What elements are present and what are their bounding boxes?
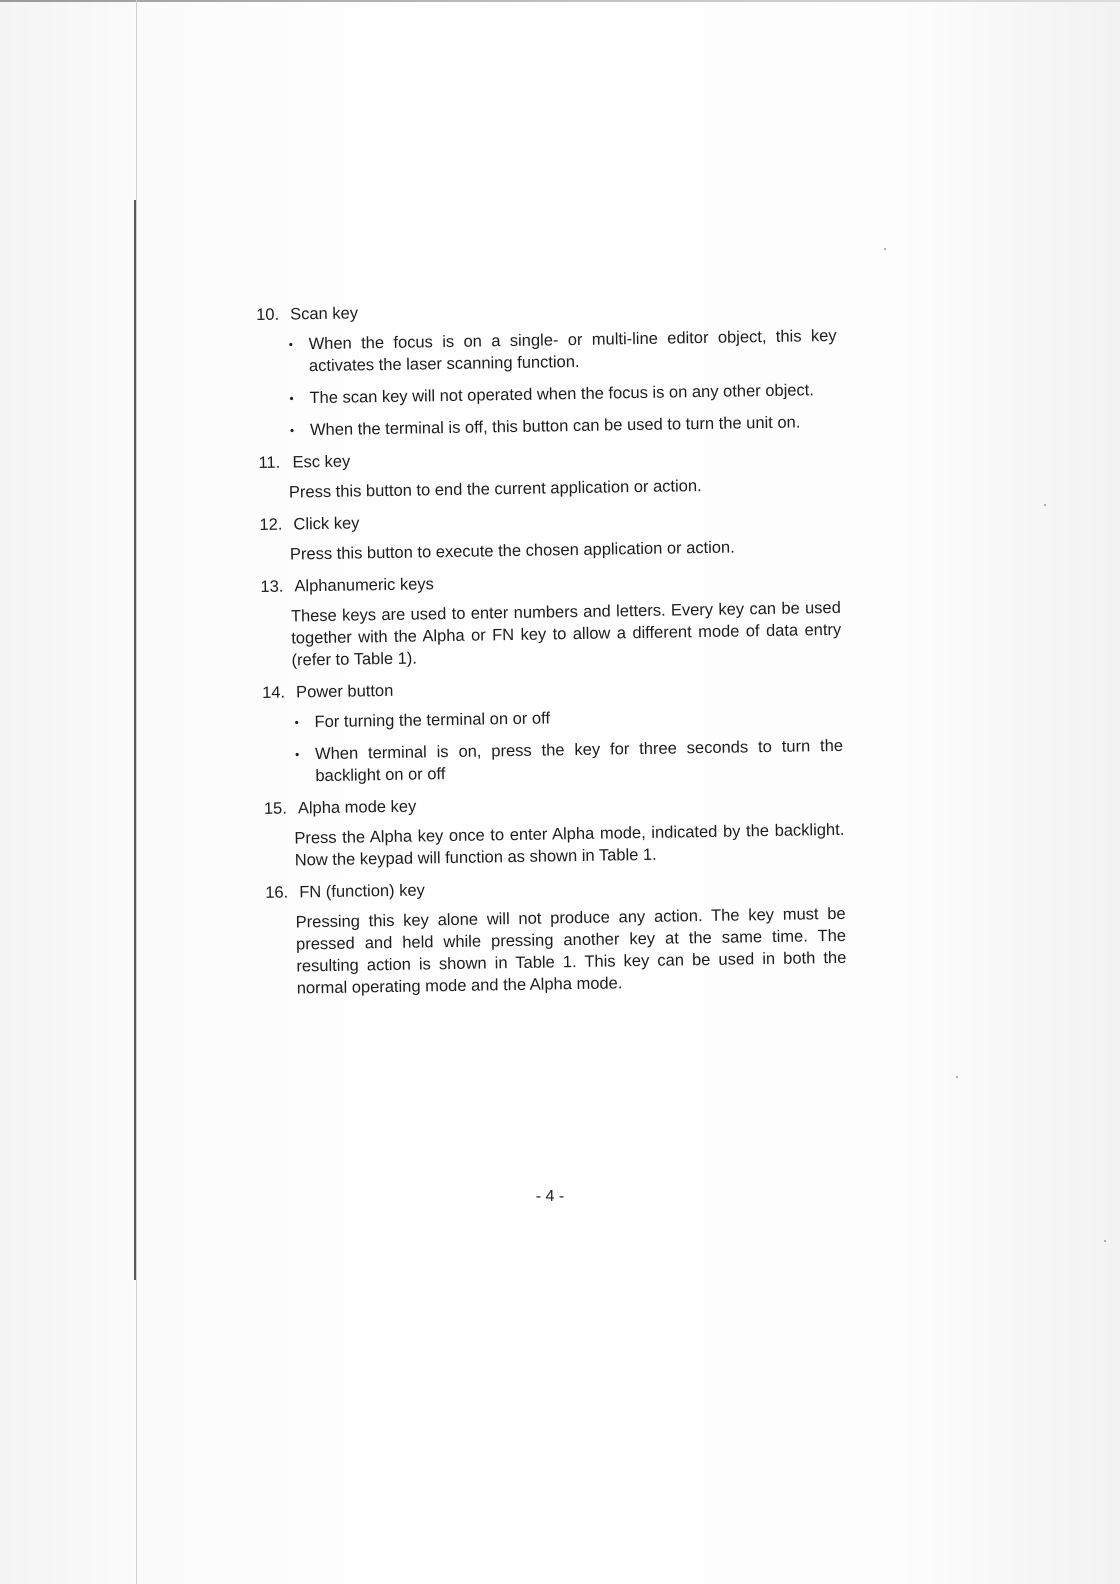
section-text: Press this button to execute the chosen application or action.: [289, 538, 735, 564]
section-heading: [260, 567, 840, 598]
binding-line-dark: [134, 200, 136, 1280]
section-power-button: [262, 673, 844, 788]
scan-speck: [884, 248, 886, 250]
section-heading: [262, 673, 842, 704]
top-edge-rule: [0, 0, 1120, 2]
section-heading: [264, 789, 844, 820]
section-title: Scan key: [290, 304, 359, 324]
bullet-list: [286, 325, 838, 442]
section-title: Alpha mode key: [297, 797, 417, 818]
section-heading: [259, 505, 839, 536]
section-number: 13.: [260, 577, 284, 596]
section-fn-key: [265, 873, 847, 1000]
section-title: Esc key: [292, 452, 351, 472]
section-title: Power button: [295, 681, 394, 702]
section-text: Pressing this key alone will not produce any action. The key must be pressed and held while pressing another key at the same time. The resulting action is shown in Table 1. This key can be used in both the normal operating mode and the Alpha mode.: [295, 904, 847, 998]
section-alpha-mode-key: [264, 789, 845, 872]
section-text: Press the Alpha key once to enter Alpha mode, indicated by the backlight. Now the keypad will function as shown in Table 1.: [294, 820, 845, 870]
page-number: - 4 -: [535, 1188, 565, 1205]
list-item: • When terminal is on, press the key for three seconds to turn the backlight on or off: [293, 735, 844, 788]
section-number: 11.: [258, 453, 281, 472]
section-title: Alphanumeric keys: [294, 575, 434, 596]
section-number: 16.: [265, 883, 289, 902]
list-item: • For turning the terminal on or off: [292, 703, 842, 734]
scan-speck: [956, 1076, 958, 1078]
section-click-key: [259, 505, 840, 566]
section-text: These keys are used to enter numbers and letters. Every key can be used together with the Alpha or FN key to allow a different mode of data entry (refer to Table 1).: [290, 598, 842, 670]
section-number: 12.: [259, 515, 283, 534]
section-title: Click key: [293, 514, 360, 534]
scan-speck: [1104, 1240, 1106, 1242]
binding-line-faint: [136, 0, 137, 1584]
list-item: • When the focus is on a single- or multi-line editor object, this key activates the laser scanning function.: [286, 325, 837, 378]
section-number: 14.: [261, 683, 286, 702]
section-scan-key: [256, 295, 838, 442]
document-body: [256, 295, 847, 1010]
section-number: 15.: [263, 799, 288, 818]
section-number: 10.: [256, 305, 280, 324]
section-heading: [256, 295, 836, 326]
list-item: • When the terminal is off, this button can be used to turn the unit on.: [288, 411, 838, 442]
section-title: FN (function) key: [299, 881, 425, 902]
section-esc-key: [258, 443, 839, 504]
section-alphanumeric-keys: [260, 567, 841, 672]
section-heading: [265, 873, 845, 904]
scan-speck: [1044, 504, 1046, 506]
section-heading: [258, 443, 838, 474]
section-text: Press this button to end the current application or action.: [288, 477, 702, 502]
list-item: • The scan key will not operated when the focus is on any other object.: [287, 379, 837, 410]
bullet-list: [292, 703, 843, 788]
